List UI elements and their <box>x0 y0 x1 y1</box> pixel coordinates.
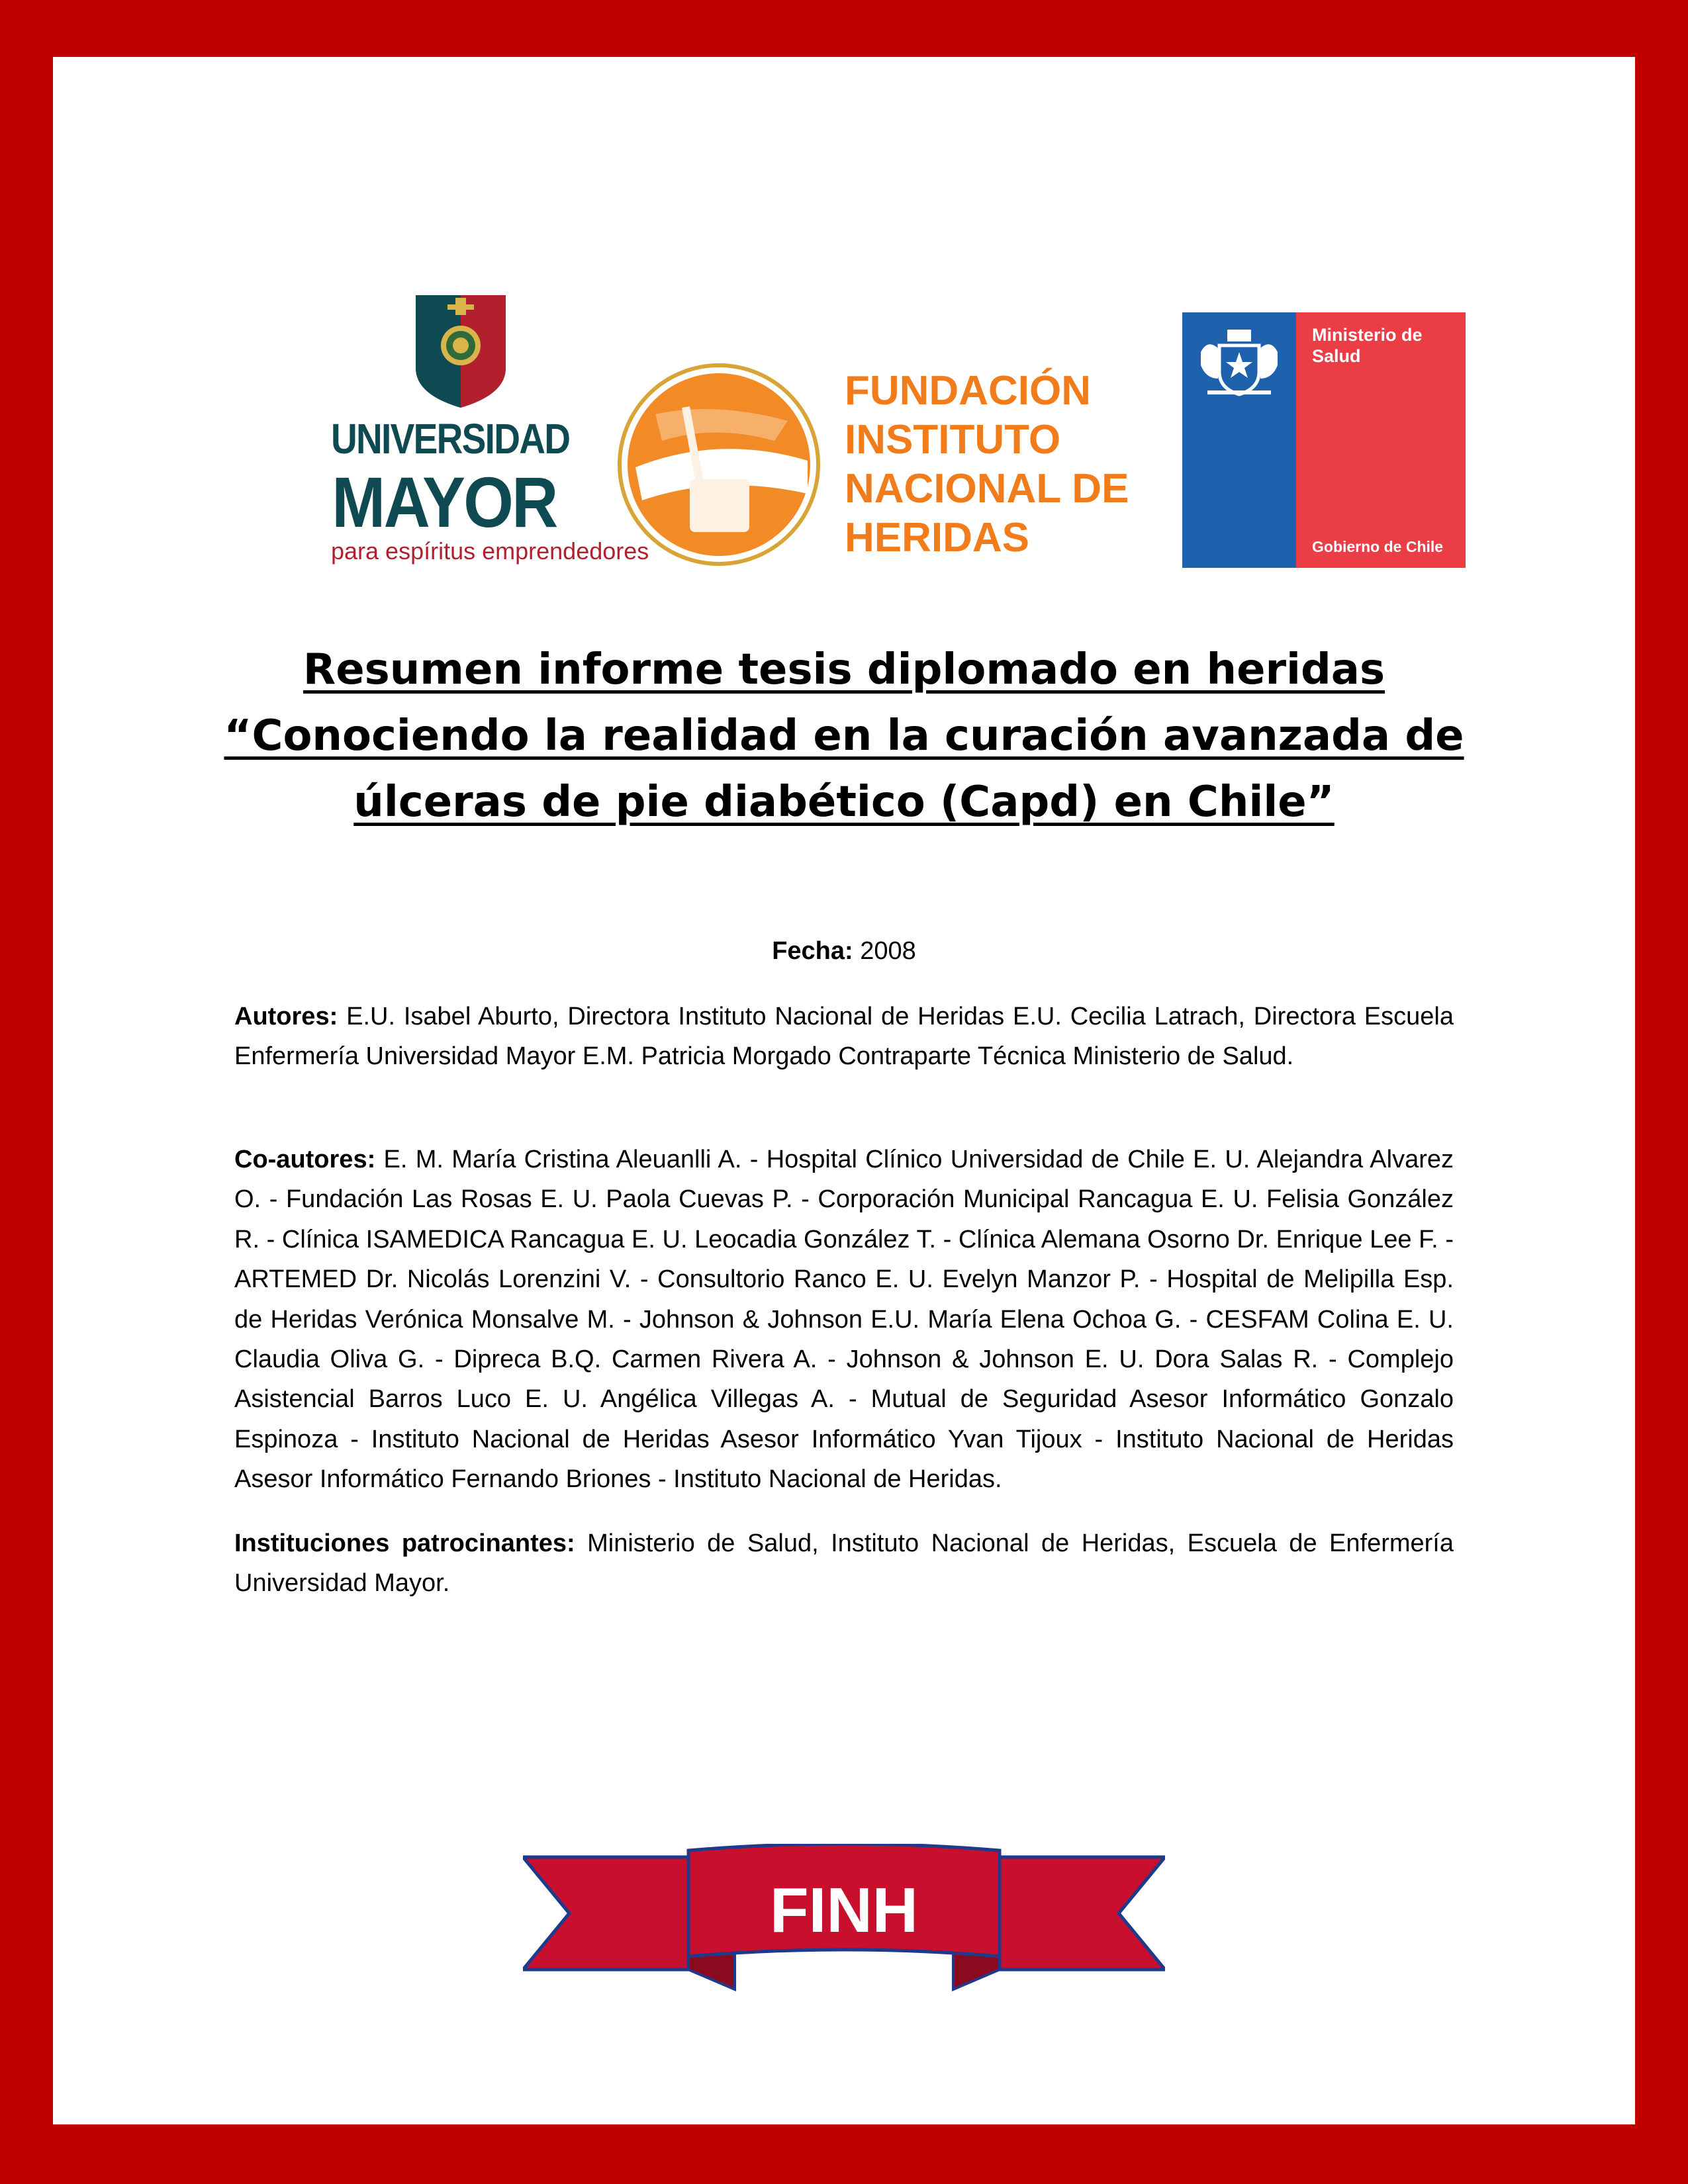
university-name-line1: UNIVERSIDAD <box>331 415 570 463</box>
fecha-label: Fecha: <box>772 937 853 965</box>
gobierno-de-chile-label: Gobierno de Chile <box>1312 538 1444 555</box>
autores-label: Autores: <box>234 1003 338 1030</box>
fecha-value: 2008 <box>853 937 916 965</box>
title-line3: úlceras de pie diabético (Capd) en Chile” <box>353 778 1335 827</box>
finh-name <box>845 367 1136 563</box>
instituciones-label: Instituciones patrocinantes: <box>234 1529 575 1557</box>
coautores-paragraph <box>234 1140 1454 1500</box>
autores-text: E.U. Isabel Aburto, Directora Instituto Nacional de Heridas E.U. Cecilia Latrach, Directora Escuela Enfermería Universidad Mayor E.M. Patricia Morgado Contraparte Técnica Ministerio de Salud. <box>234 1003 1454 1071</box>
fecha-line <box>234 937 1454 966</box>
chile-coat-of-arms-icon <box>1194 326 1284 398</box>
instituciones-paragraph <box>234 1524 1454 1604</box>
finh-emblem-icon <box>616 361 822 568</box>
title-line1: Resumen informe tesis diplomado en heridas <box>303 645 1385 694</box>
ministerio-name <box>1312 324 1458 367</box>
finh-name-line4: HERIDAS <box>845 515 1030 561</box>
ribbon-label: FINH <box>770 1875 918 1946</box>
university-name-line2: MAYOR <box>332 462 557 542</box>
finh-name-line3: NACIONAL DE <box>845 466 1129 512</box>
university-shield-icon <box>416 295 506 408</box>
university-slogan: para espíritus emprendedores <box>331 537 649 565</box>
page <box>53 57 1635 2124</box>
universidad-mayor-logo <box>331 295 649 573</box>
ministerio-salud-logo <box>1182 312 1466 568</box>
finh-name-line2: INSTITUTO <box>845 417 1061 463</box>
coautores-text: E. M. María Cristina Aleuanlli A. - Hospital Clínico Universidad de Chile E. U. Alejandra Alvarez O. - Fundación Las Rosas E. U. Paola Cuevas P. - Corporación Municipal Rancagua E. U. Felisia González R. - Clínica ISAMEDICA Rancagua E. U. Leocadia González T. - Clínica Alemana Osorno Dr. Enrique Lee F. - ARTEMED Dr. Nicolás Lorenzini V. - Consultorio Ranco E. U. Evelyn Manzor P. - Hospital de Melipilla Esp. de Heridas Verónica Monsalve M. - Johnson & Johnson E.U. María Elena Ochoa G. - CESFAM Colina E. U. Claudia Oliva G. - Dipreca B.Q. Carmen Rivera A. - Johnson & Johnson E. U. Dora Salas R. - Complejo Asistencial Barros Luco E. U. Angélica Villegas A. - Mutual de Seguridad Asesor Informático Gonzalo Espinoza - Instituto Nacional de Heridas Asesor Informático Yvan Tijoux - Instituto Nacional de Heridas Asesor Informático Fernando Briones - Instituto Nacional de Heridas. <box>234 1146 1454 1494</box>
ministerio-blue-band <box>1182 312 1296 568</box>
finh-name-line1: FUNDACIÓN <box>845 368 1091 414</box>
autores-paragraph <box>234 997 1454 1077</box>
coautores-label: Co-autores: <box>234 1146 376 1173</box>
ministerio-name-line2: Salud <box>1312 346 1361 366</box>
title-line2: “Conociendo la realidad en la curación avanzada de <box>224 711 1464 760</box>
instituciones-text: Ministerio de Salud, Instituto Nacional de Heridas, Escuela de Enfermería Universidad Mayor. <box>234 1529 1454 1598</box>
ministerio-red-band <box>1296 312 1466 568</box>
document-title <box>132 637 1556 835</box>
ministerio-name-line1: Ministerio de <box>1312 325 1423 345</box>
